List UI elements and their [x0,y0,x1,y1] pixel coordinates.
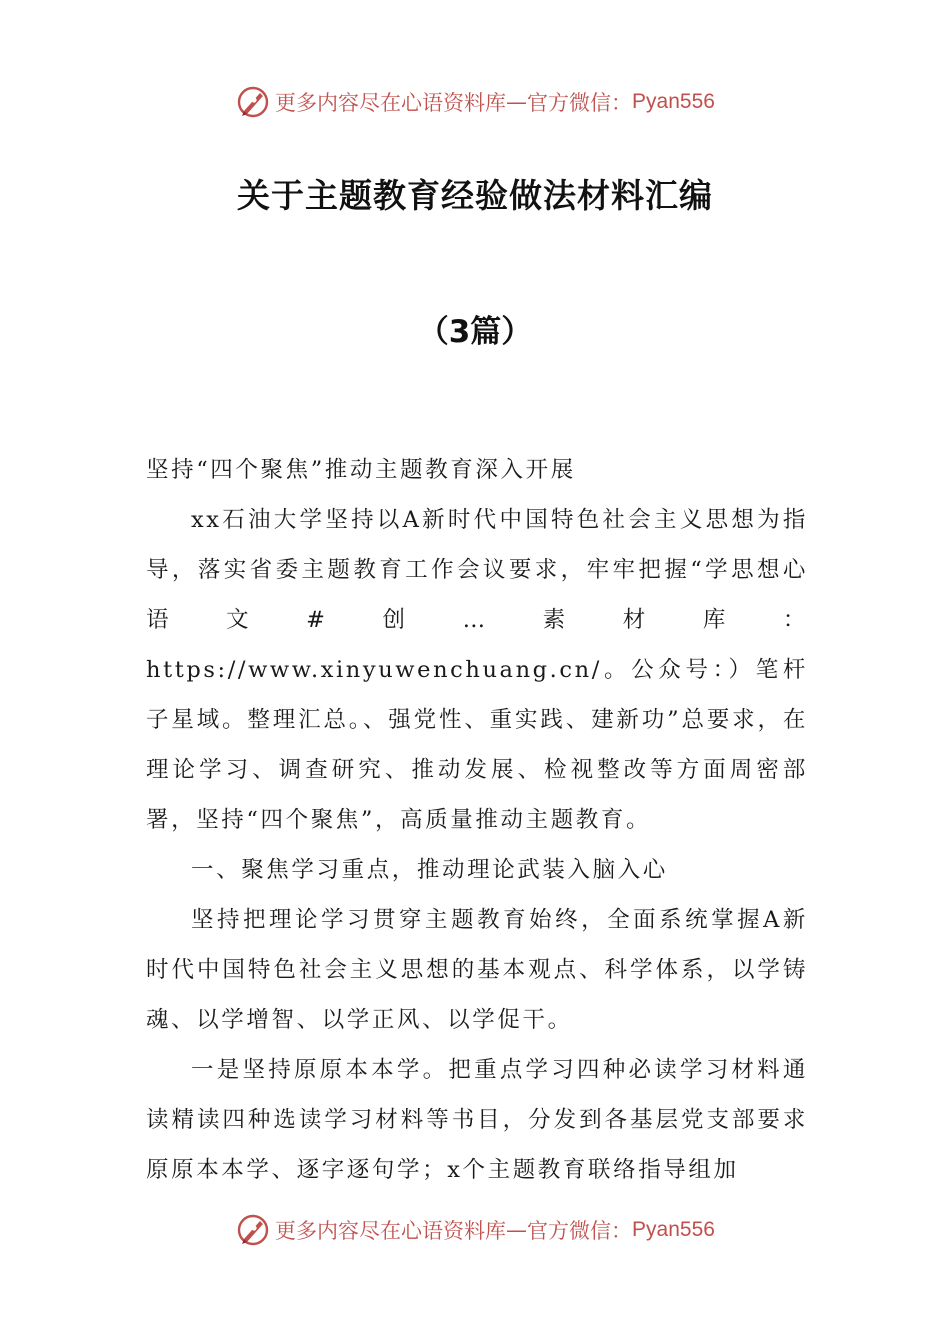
banner-separator: — [506,1218,528,1242]
banner-text: 更多内容尽在心语资料库 [275,91,507,115]
body-paragraph: xx石油大学坚持以A新时代中国特色社会主义思想为指导，落实省委主题教育工作会议要求，牢牢把握“学思想心语文#创…素材库：https://www.xinyuwenchuang.cn/。公众号：）笔杆子星域。整理汇总。、强党性、重实践、建新功”总要求，在理论学习、调查研究、推动发展、检视整改等方面周密部署，坚持“四个聚焦”，高质量推动主题教育。 [146,507,808,833]
document-title: 关于主题教育经验做法材料汇编 [237,176,713,215]
document-subtitle: （3篇） [417,314,533,350]
banner-text: 更多内容尽在心语资料库 [275,1219,507,1243]
body-paragraph: 坚持把理论学习贯穿主题教育始终，全面系统掌握A新时代中国特色社会主义思想的基本观点、科学体系，以学铸魂、以学增智、以学正风、以学促干。 [146,907,808,1033]
banner-wechat-id: Pyan556 [632,1218,715,1241]
banner-suffix: 官方微信： [527,91,633,115]
section-heading: 坚持“四个聚焦”推动主题教育深入开展 [146,457,576,483]
footer-banner [0,1210,950,1250]
banner-suffix: 官方微信： [527,1219,633,1243]
pen-logo-icon [235,84,271,120]
pen-logo-icon [235,1212,271,1248]
banner-separator: — [506,90,528,114]
document-body [146,445,808,1195]
banner-wechat-id: Pyan556 [632,90,715,113]
section-subheading: 一、聚焦学习重点，推动理论武装入脑入心 [191,857,668,883]
header-banner [0,82,950,122]
body-paragraph: 一是坚持原原本本学。把重点学习四种必读学习材料通读精读四种选读学习材料等书目，分发到各基层党支部要求原原本本学、逐字逐句学；x个主题教育联络指导组加 [146,1057,808,1183]
